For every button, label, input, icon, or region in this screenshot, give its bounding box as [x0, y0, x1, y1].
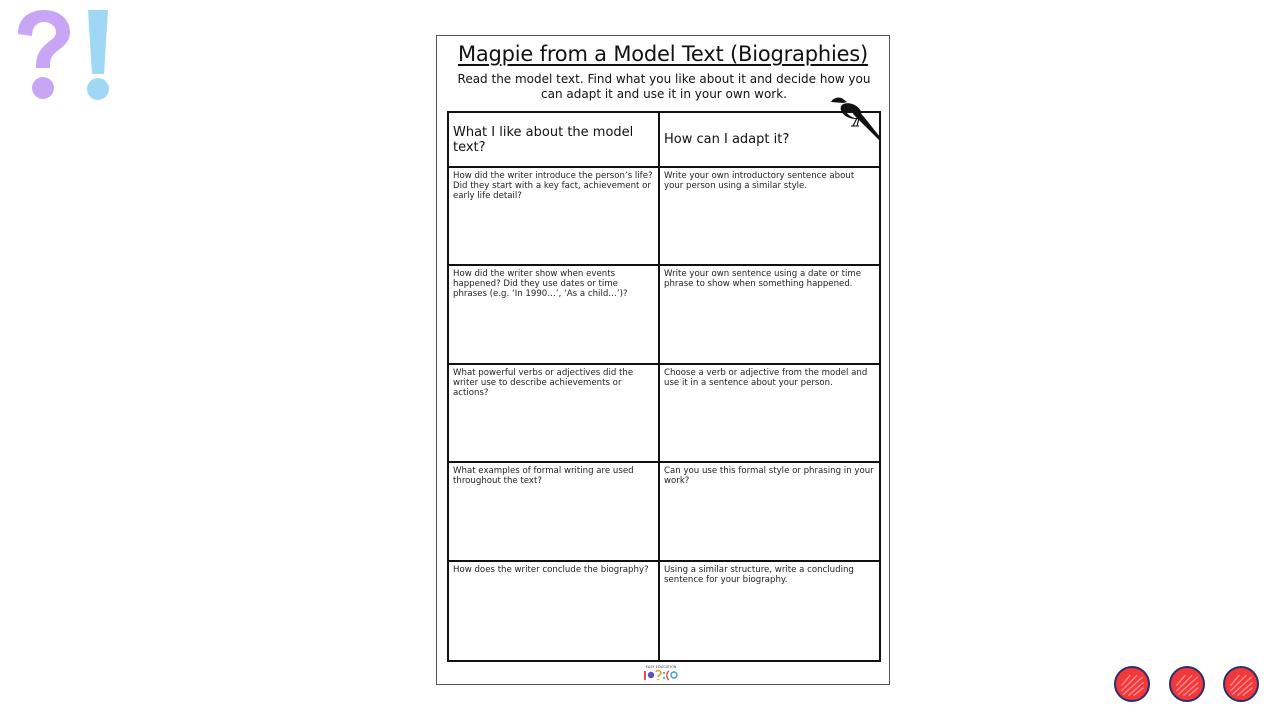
question-exclamation-icon	[12, 8, 117, 103]
prompt-cell: Can you use this formal style or phrasing in your work?	[660, 463, 879, 561]
prompt-cell: Choose a verb or adjective from the model and use it in a sentence about your person.	[660, 365, 879, 463]
footer-logo-icon	[640, 669, 682, 681]
scribble-button-icon	[1225, 668, 1257, 700]
column-header-like: What I like about the model text?	[449, 113, 660, 168]
worksheet	[436, 35, 890, 685]
scribble-button-icon	[1116, 668, 1148, 700]
scribble-button-icon	[1171, 668, 1203, 700]
question-cell: How did the writer show when events happened? Did they use dates or time phrases (e.g. ‘In 1990…’, ‘As a child…’)?	[449, 266, 660, 364]
prompt-cell: Write your own sentence using a date or time phrase to show when something happened.	[660, 266, 879, 364]
nav-button-3[interactable]	[1223, 666, 1259, 702]
worksheet-title: Magpie from a Model Text (Biographies)	[457, 42, 869, 66]
footer-logo	[640, 665, 682, 681]
question-cell: What examples of formal writing are used throughout the text?	[449, 463, 660, 561]
magpie-table	[447, 111, 881, 662]
footer-logo-text: EASY EDUCATION	[645, 665, 677, 669]
question-cell: What powerful verbs or adjectives did the writer use to describe achievements or actions?	[449, 365, 660, 463]
prompt-cell: Write your own introductory sentence about your person using a similar style.	[660, 168, 879, 266]
question-cell: How does the writer conclude the biography?	[449, 562, 660, 660]
question-cell: How did the writer introduce the person’s life? Did they start with a key fact, achievement or early life detail?	[449, 168, 660, 266]
prompt-cell: Using a similar structure, write a concluding sentence for your biography.	[664, 564, 854, 585]
column-header-adapt: How can I adapt it?	[660, 113, 879, 168]
worksheet-instructions: Read the model text. Find what you like about it and decide how you can adapt it and use it in your own work.	[457, 72, 871, 101]
nav-button-1[interactable]	[1114, 666, 1150, 702]
nav-button-2[interactable]	[1169, 666, 1205, 702]
